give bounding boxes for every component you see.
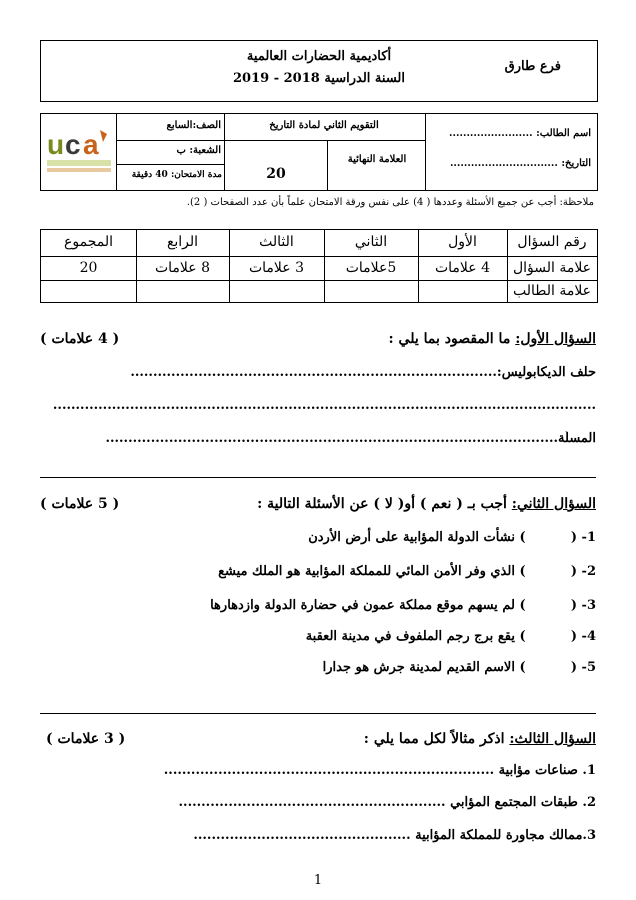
q2-item-2: 2- ( ) الذي وفر الأمن المائي للمملكة المؤابية هو الملك ميشع [218,564,596,579]
header-box [40,40,598,102]
final-mark-value: 20 [266,166,286,182]
q1-marks: ( 4 علامات ) [40,331,120,347]
q2-item-1: 1- ( ) نشأت الدولة المؤابية على أرض الأردن [308,530,596,545]
q1-heading [389,331,597,347]
q2-mark: 5علامات [345,260,397,276]
date-field: التاريخ: ............................... [449,158,591,169]
svg-text:a: a [83,129,99,160]
section-field: الشعبة: ب [176,145,221,156]
marks-table [40,229,598,303]
branch-name: فرع طارق [504,59,561,74]
q1-item-1: حلف الديكابوليس:................................................................................. [130,365,596,380]
total-mark: 20 [79,260,98,276]
svg-text:c: c [65,129,81,160]
separator [40,477,596,478]
q3-title: السؤال الثالث: [509,731,596,747]
q1-text: ما المقصود بما يلي : [388,331,511,347]
q1-item-3: المسلّة.................................................................................................... [105,431,596,446]
q1-item-2: ........................................................................................................................ [52,398,596,413]
header-question-number: رقم السؤال [517,234,587,250]
q3-heading [364,731,596,747]
q3-item-2: 2. طبقات المجتمع المؤابي ........................................................... [178,795,596,810]
svg-text:u: u [47,129,65,160]
q3-item-3: 3.ممالك مجاورة للمملكة المؤابية ................................................ [193,828,596,843]
q2-text: أجب بـ ( نعم ) أو( لا ) عن الأسئلة التالية : [257,496,507,512]
page-number: 1 [313,873,323,888]
student-name-field: اسم الطالب: ........................ [449,128,591,139]
header-q2: الثاني [354,234,388,250]
q2-item-4: 4- ( ) يقع برج رجم الملفوف في مدينة العقبة [305,629,596,644]
row-label-question-mark: علامة السؤال [512,260,592,276]
q2-item-5: 5- ( ) الاسم القديم لمدينة جرش هو جدارا [322,660,596,675]
uca-logo-icon [45,124,113,180]
final-mark-label: العلامة النهائية [347,154,407,165]
q2-heading [257,496,596,512]
header-q3: الثالث [259,234,294,250]
q1-mark: 4 علامات [434,260,491,276]
academy-logo [45,124,113,180]
exam-note: ملاحظة: أجب عن جميع الأسئلة وعددها ( 4) على نفس ورقة الامتحان علماً بأن عدد الصفحات ( 2). [186,197,594,208]
q3-mark: 3 علامات [248,260,305,276]
q2-marks: ( 5 علامات ) [40,496,120,512]
class-field: الصف:السابع [166,120,221,131]
academic-year: السنة الدراسية 2018 - 2019 [232,71,405,86]
row-label-student-mark: علامة الطالب [512,283,592,299]
header-q4: الرابع [166,234,199,250]
separator [40,713,596,714]
q4-mark: 8 علامات [154,260,211,276]
q3-marks: ( 3 علامات ) [46,731,126,747]
q2-item-3: 3- ( ) لم يسهم موقع مملكة عمون في حضارة الدولة وازدهارها [210,598,596,613]
q2-title: السؤال الثاني: [511,496,596,512]
exam-info-table [40,113,598,191]
academy-name: أكاديمية الحضارات العالمية [246,49,392,64]
q1-title: السؤال الأول: [515,331,596,347]
q3-text: اذكر مثالاً لكل مما يلي : [363,731,505,747]
q3-item-1: 1. صناعات مؤابية ......................................................................... [163,763,596,778]
header-q1: الأول [448,234,477,250]
exam-title: التقويم الثاني لمادة التاريخ [269,120,379,131]
duration-field: مدة الامتحان: 40 دقيقة [131,170,222,180]
header-total: المجموع [64,234,113,250]
